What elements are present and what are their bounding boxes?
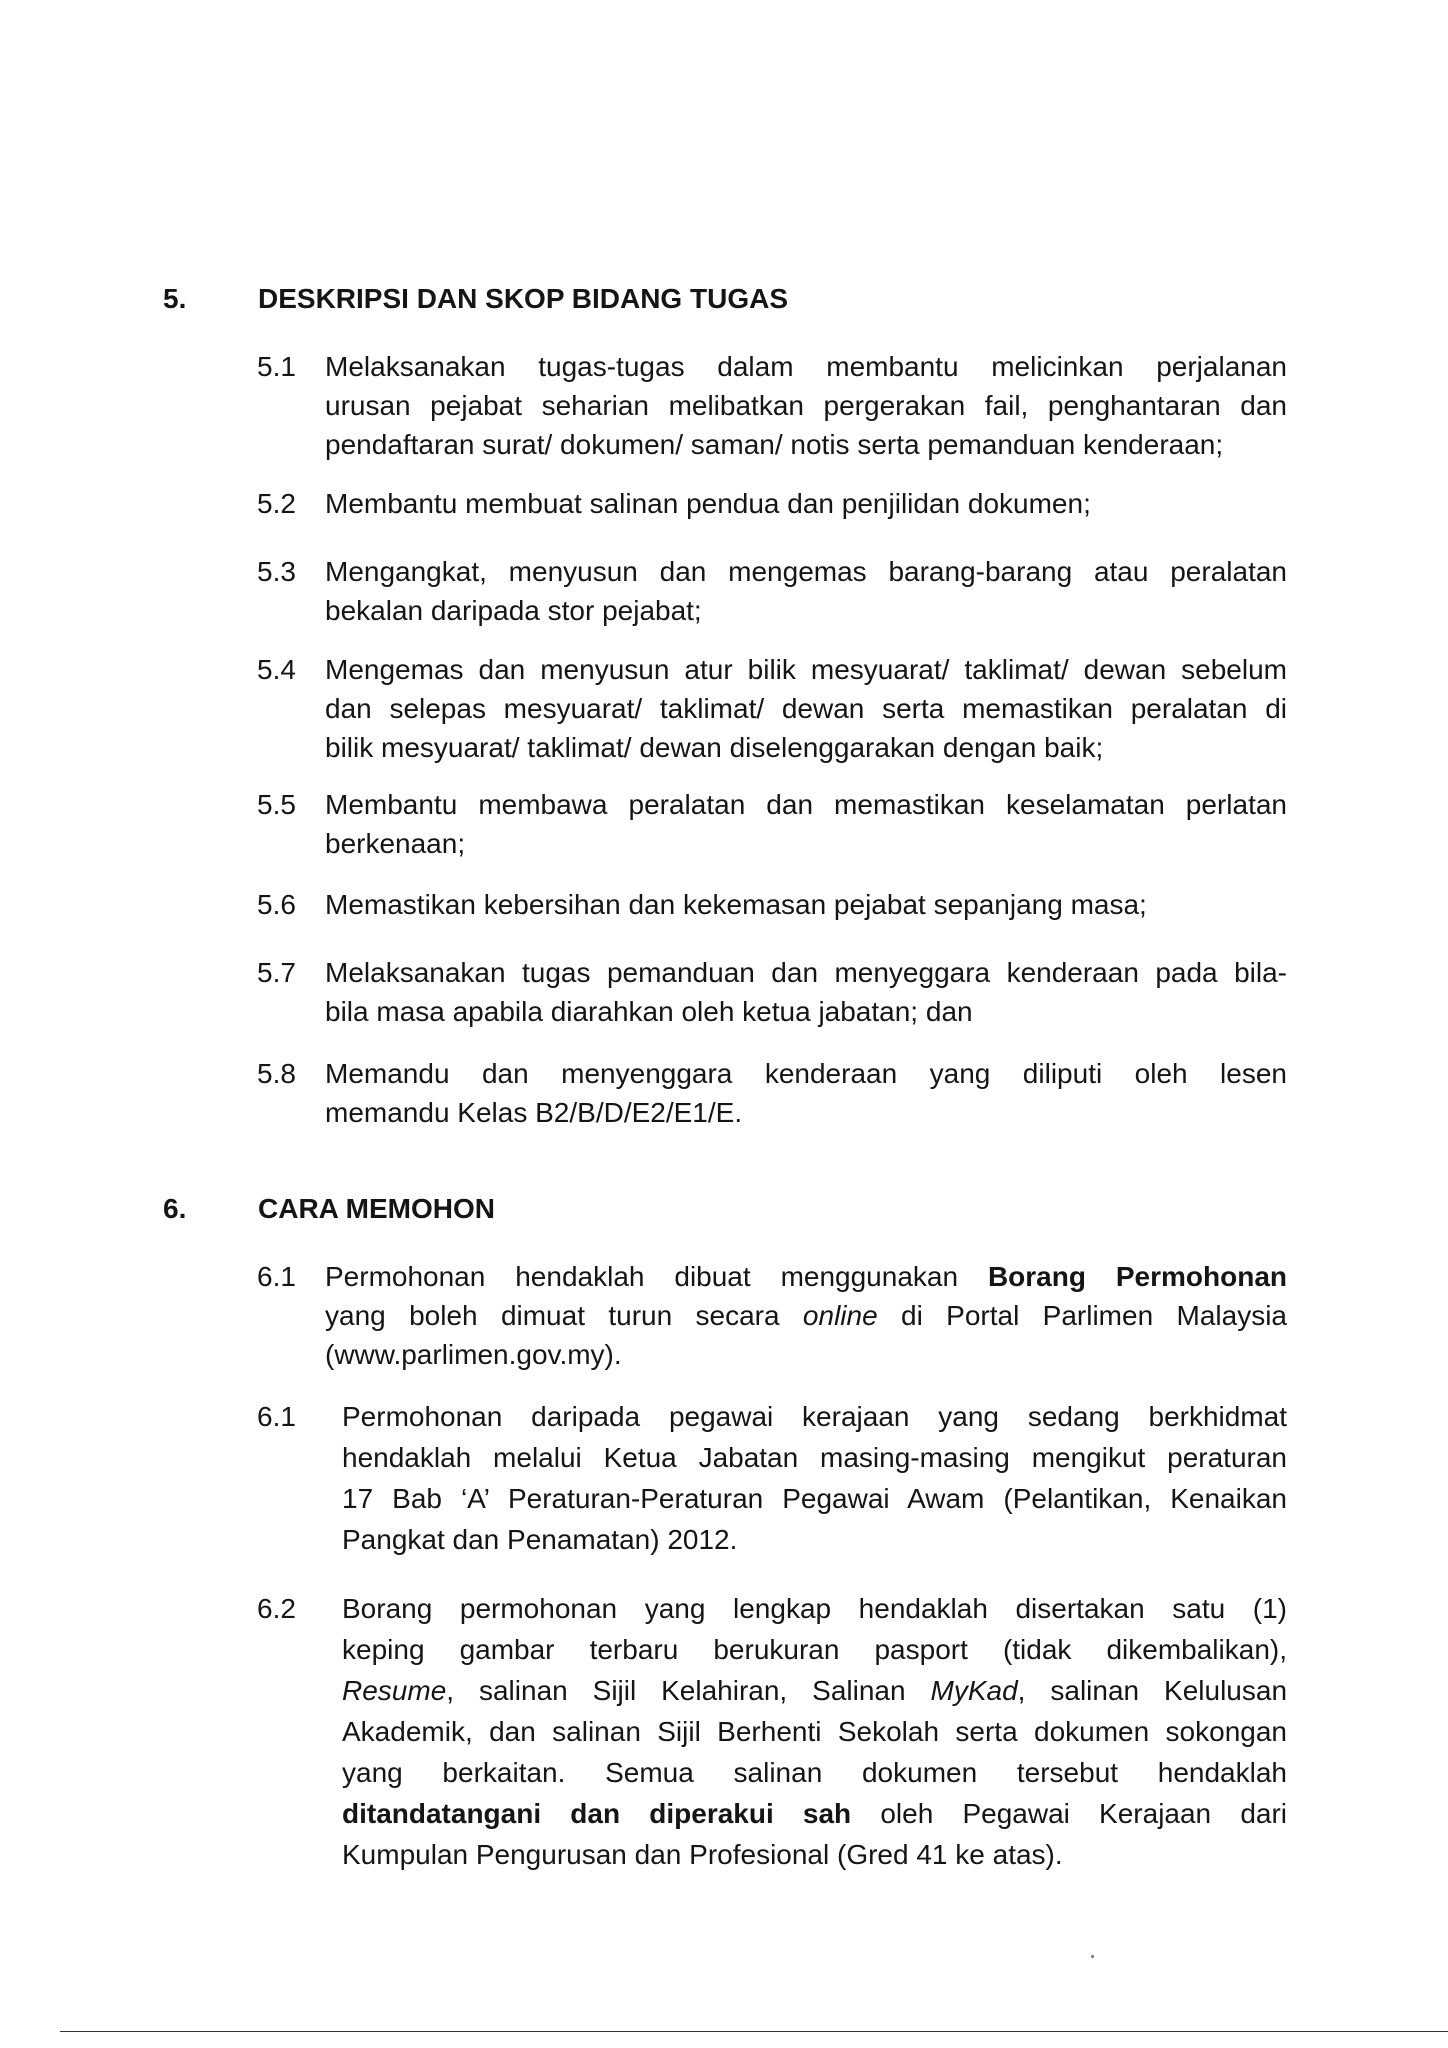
item-line: Akademik, dan salinan Sijil Berhenti Sekolah serta dokumen sokongan bbox=[342, 1716, 1287, 1747]
item-line: Membantu membuat salinan pendua dan penjilidan dokumen; bbox=[325, 488, 1091, 519]
text-run: yang boleh dimuat turun secara bbox=[325, 1300, 803, 1331]
section-6-title: CARA MEMOHON bbox=[258, 1193, 495, 1224]
item-line: pendaftaran surat/ dokumen/ saman/ notis serta pemanduan kenderaan; bbox=[325, 429, 1224, 460]
item-line bbox=[342, 1670, 1287, 1711]
item-line: Membantu membawa peralatan dan memastikan keselamatan perlatan bbox=[325, 789, 1287, 820]
text-run: di Portal Parlimen Malaysia bbox=[877, 1300, 1287, 1331]
item-line: Melaksanakan tugas-tugas dalam membantu melicinkan perjalanan bbox=[325, 351, 1287, 382]
item-line bbox=[325, 1296, 1287, 1335]
item-text bbox=[325, 650, 1287, 767]
item-number: 5.3 bbox=[257, 556, 296, 587]
section-5-heading bbox=[163, 282, 788, 316]
text-run: , salinan Kelulusan bbox=[1017, 1675, 1288, 1706]
item-line: Mengemas dan menyusun atur bilik mesyuarat/ taklimat/ dewan sebelum bbox=[325, 654, 1287, 685]
item-text bbox=[342, 1588, 1287, 1875]
item-line bbox=[325, 1257, 1287, 1296]
item-number: 6.1 bbox=[257, 1401, 296, 1432]
section-5-title: DESKRIPSI DAN SKOP BIDANG TUGAS bbox=[258, 283, 788, 314]
item-line: Memastikan kebersihan dan kekemasan pejabat sepanjang masa; bbox=[325, 889, 1147, 920]
item-number: 5.8 bbox=[257, 1058, 296, 1089]
item-line: Pangkat dan Penamatan) 2012. bbox=[342, 1524, 738, 1555]
item-number: 5.4 bbox=[257, 654, 296, 685]
item-number: 5.2 bbox=[257, 488, 296, 519]
section-6-number: 6. bbox=[163, 1193, 187, 1224]
italic-term-resume: Resume bbox=[342, 1675, 447, 1706]
bold-term-signed-certified: ditandatangani dan diperakui sah bbox=[342, 1798, 852, 1829]
item-text bbox=[342, 1396, 1287, 1560]
item-line: hendaklah melalui Ketua Jabatan masing-masing mengikut peraturan bbox=[342, 1442, 1287, 1473]
item-text bbox=[325, 1054, 1287, 1132]
item-line: 17 Bab ‘A’ Peraturan-Peraturan Pegawai Awam (Pelantikan, Kenaikan bbox=[342, 1483, 1287, 1514]
item-line: keping gambar terbaru berukuran pasport (tidak dikembalikan), bbox=[342, 1634, 1287, 1665]
bottom-rule bbox=[60, 2031, 1448, 2032]
item-line: bekalan daripada stor pejabat; bbox=[325, 595, 702, 626]
item-text bbox=[325, 885, 1287, 924]
section-6-heading bbox=[163, 1192, 495, 1226]
item-line: urusan pejabat seharian melibatkan pergerakan fail, penghantaran dan bbox=[325, 390, 1287, 421]
section-5-number: 5. bbox=[163, 283, 187, 314]
italic-term-online: online bbox=[802, 1300, 878, 1331]
item-line: berkenaan; bbox=[325, 828, 466, 859]
item-line: Memandu dan menyenggara kenderaan yang diliputi oleh lesen bbox=[325, 1058, 1287, 1089]
item-number: 5.6 bbox=[257, 889, 296, 920]
item-number: 5.1 bbox=[257, 351, 296, 382]
item-number: 6.2 bbox=[257, 1593, 296, 1624]
item-line: Borang permohonan yang lengkap hendaklah disertakan satu (1) bbox=[342, 1593, 1287, 1624]
item-text bbox=[325, 347, 1287, 464]
item-line: dan selepas mesyuarat/ taklimat/ dewan serta memastikan peralatan di bbox=[325, 693, 1287, 724]
item-line: Mengangkat, menyusun dan mengemas barang-barang atau peralatan bbox=[325, 556, 1287, 587]
italic-term-mykad: MyKad bbox=[930, 1675, 1018, 1706]
item-line: memandu Kelas B2/B/D/E2/E1/E. bbox=[325, 1097, 743, 1128]
item-line bbox=[342, 1793, 1287, 1834]
item-text bbox=[325, 785, 1287, 863]
item-line: yang berkaitan. Semua salinan dokumen tersebut hendaklah bbox=[342, 1757, 1287, 1788]
item-line: Kumpulan Pengurusan dan Profesional (Gred 41 ke atas). bbox=[342, 1839, 1063, 1870]
item-number: 5.5 bbox=[257, 789, 296, 820]
item-number: 5.7 bbox=[257, 957, 296, 988]
item-line: (www.parlimen.gov.my). bbox=[325, 1339, 622, 1370]
bold-term-borang-permohonan: Borang Permohonan bbox=[987, 1261, 1287, 1292]
text-run: oleh Pegawai Kerajaan dari bbox=[851, 1798, 1288, 1829]
item-text bbox=[325, 953, 1287, 1031]
scan-speck bbox=[1091, 1955, 1094, 1958]
item-line: Permohonan daripada pegawai kerajaan yang sedang berkhidmat bbox=[342, 1401, 1287, 1432]
item-line: Melaksanakan tugas pemanduan dan menyeggara kenderaan pada bila- bbox=[325, 957, 1287, 988]
text-run: , salinan Sijil Kelahiran, Salinan bbox=[446, 1675, 931, 1706]
text-run: Permohonan hendaklah dibuat menggunakan bbox=[325, 1261, 988, 1292]
item-line: bila masa apabila diarahkan oleh ketua jabatan; dan bbox=[325, 996, 973, 1027]
item-text bbox=[325, 484, 1287, 523]
item-number: 6.1 bbox=[257, 1261, 296, 1292]
item-line: bilik mesyuarat/ taklimat/ dewan diselenggarakan dengan baik; bbox=[325, 732, 1104, 763]
item-text bbox=[325, 1257, 1287, 1374]
item-text bbox=[325, 552, 1287, 630]
